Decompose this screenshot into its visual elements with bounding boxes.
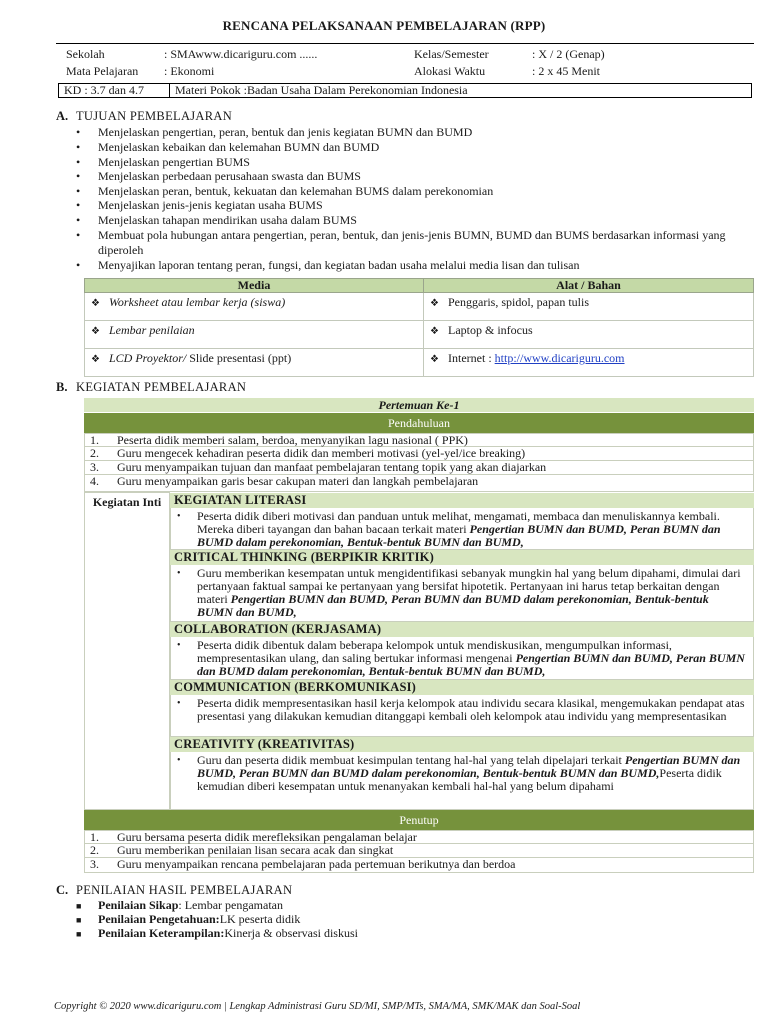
critical-thinking-heading: CRITICAL THINKING (BERPIKIR KRITIK)	[170, 550, 754, 565]
square-bullet-icon: ■	[76, 915, 82, 925]
literasi-heading: KEGIATAN LITERASI	[170, 493, 754, 508]
section-b-heading	[56, 381, 246, 394]
critical-thinking-body: • Guru memberikan kesempatan untuk mengidentifikasi sebanyak mungkin hal yang belum dipahami, dimulai dari pertanyaan faktual sampai ke pertanyaan yang bersifat hipotetik. Pertanyaan ini harus tetap berkaitan dengan materi Pengertian BUMN dan BUMD, Peran BUMN dan BUMD dalam perekonomian, Bentuk-bentuk BUMN dan BUMD,	[170, 565, 754, 622]
diamond-bullet-icon: ❖	[430, 354, 439, 365]
section-c-heading	[56, 884, 292, 897]
penutup-row: 3. Guru menyampaikan rencana pembelajaran pada pertemuan berikutnya dan berdoa	[84, 858, 754, 873]
penutup-row: 2. Guru memberikan penilaian lisan secara acak dan singkat	[84, 844, 754, 858]
communication-heading: COMMUNICATION (BERKOMUNIKASI)	[170, 680, 754, 695]
media-header: Media	[85, 279, 424, 293]
collaboration-body: • Peserta didik dibentuk dalam beberapa kelompok untuk mendiskusikan, mengumpulkan informasi, mempresentasikan ulang, dan saling bertukar informasi mengenai Pengertian BUMN dan BUMD, Peran BUMN dan BUMD dalam perekonomian, Bentuk-bentuk BUMN dan BUMD,	[170, 637, 754, 680]
pertemuan-band: Pertemuan Ke-1	[84, 398, 754, 412]
pendahuluan-row: 1. Peserta didik memberi salam, berdoa, menyanyikan lagu nasional ( PPK)	[84, 433, 754, 447]
kelas-label: Kelas/Semester	[414, 47, 489, 61]
alokasi-label: Alokasi Waktu	[414, 64, 486, 78]
dicariguru-link[interactable]: http://www.dicariguru.com	[494, 351, 625, 365]
penutup-band: Penutup	[84, 810, 754, 830]
mapel-label: Mata Pelajaran	[66, 64, 139, 78]
square-bullet-icon: ■	[76, 901, 82, 911]
header-row-mapel	[66, 65, 746, 80]
penilaian-item: ■ Penilaian Sikap: Lembar pengamatan	[76, 898, 283, 912]
objective-item: • Menyajikan laporan tentang peran, fungsi, dan kegiatan badan usaha melalui media lisan dan tulisan	[76, 258, 580, 272]
alokasi-value: : 2 x 45 Menit	[532, 64, 600, 78]
penilaian-item: ■ Penilaian Pengetahuan:LK peserta didik	[76, 912, 301, 926]
alat-cell: ❖ Penggaris, spidol, papan tulis	[424, 293, 754, 321]
section-b-letter: B.	[56, 380, 68, 394]
collaboration-heading: COLLABORATION (KERJASAMA)	[170, 622, 754, 637]
kd-text: KD : 3.7 dan 4.7	[64, 83, 144, 97]
materi-pokok: Materi Pokok :Badan Usaha Dalam Perekonomian Indonesia	[175, 83, 468, 97]
diamond-bullet-icon: ❖	[91, 298, 100, 309]
section-a-letter: A.	[56, 109, 69, 123]
objective-item: • Membuat pola hubungan antara pengertian, peran, bentuk, dan jenis-jenis BUMN, BUMD dan BUMS berdasarkan informasi yang diperoleh	[76, 228, 726, 257]
pendahuluan-row: 3. Guru menyampaikan tujuan dan manfaat pembelajaran tentang topik yang akan diajarkan	[84, 461, 754, 475]
square-bullet-icon: ■	[76, 929, 82, 939]
objective-item: • Menjelaskan pengertian BUMS	[76, 155, 250, 169]
kegiatan-inti-label: Kegiatan Inti	[84, 492, 170, 810]
alat-header: Alat / Bahan	[424, 279, 754, 293]
communication-body: • Peserta didik mempresentasikan hasil kerja kelompok atau individu secara klasikal, mengemukakan pendapat atas presentasi yang dilakukan kemudian ditanggapi kembali oleh kelompok atau individu yang mempresentasikan	[170, 695, 754, 737]
diamond-bullet-icon: ❖	[430, 326, 439, 337]
document-title: RENCANA PELAKSANAAN PEMBELAJARAN (RPP)	[222, 18, 546, 33]
penutup-row: 1. Guru bersama peserta didik merefleksikan pengalaman belajar	[84, 830, 754, 844]
kd-divider	[169, 84, 170, 97]
penilaian-item: ■ Penilaian Keterampilan:Kinerja & observasi diskusi	[76, 926, 358, 940]
creativity-heading: CREATIVITY (KREATIVITAS)	[170, 737, 754, 752]
media-cell: ❖ Lembar penilaian	[85, 321, 424, 349]
diamond-bullet-icon: ❖	[91, 326, 100, 337]
objective-item: • Menjelaskan pengertian, peran, bentuk dan jenis kegiatan BUMN dan BUMD	[76, 125, 473, 139]
section-a-heading	[56, 110, 232, 123]
sekolah-value: : SMAwww.dicariguru.com ......	[164, 47, 318, 61]
header-row-sekolah	[66, 48, 746, 63]
copyright-footer: Copyright © 2020 www.dicariguru.com | Lengkap Administrasi Guru SD/MI, SMP/MTs, SMA/MA, SMK/MAK dan Soal-Soal	[54, 1001, 581, 1012]
pendahuluan-row: 2. Guru mengecek kehadiran peserta didik dan memberi motivasi (yel-yel/ice breaking)	[84, 447, 754, 461]
media-table	[84, 278, 754, 377]
pendahuluan-band: Pendahuluan	[84, 413, 754, 433]
objective-item: • Menjelaskan tahapan mendirikan usaha dalam BUMS	[76, 213, 357, 227]
media-cell: ❖ LCD Proyektor/ Slide presentasi (ppt)	[85, 349, 424, 377]
sekolah-label: Sekolah	[66, 47, 105, 61]
alat-cell: ❖ Internet : http://www.dicariguru.com	[424, 349, 754, 377]
media-cell: ❖ Worksheet atau lembar kerja (siswa)	[85, 293, 424, 321]
section-c-title: PENILAIAN HASIL PEMBELAJARAN	[76, 883, 293, 897]
diamond-bullet-icon: ❖	[91, 354, 100, 365]
kelas-value: : X / 2 (Genap)	[532, 47, 605, 61]
section-a-title: TUJUAN PEMBELAJARAN	[76, 109, 233, 123]
section-c-letter: C.	[56, 883, 69, 897]
objective-item: • Menjelaskan perbedaan perusahaan swasta dan BUMS	[76, 169, 361, 183]
creativity-body: • Guru dan peserta didik membuat kesimpulan tentang hal-hal yang telah dipelajari terkait Pengertian BUMN dan BUMD, Peran BUMN dan BUMD dalam perekonomian, Bentuk-bentuk BUMN dan BUMD,Peserta didik kemudian diberi kesempatan untuk menanyakan kembali hal-hal yang belum dipahami	[170, 752, 754, 810]
objective-item: • Menjelaskan peran, bentuk, kekuatan dan kelemahan BUMS dalam perekonomian	[76, 184, 494, 198]
pendahuluan-row: 4. Guru menyampaikan garis besar cakupan materi dan langkah pembelajaran	[84, 475, 754, 492]
section-b-title: KEGIATAN PEMBELAJARAN	[76, 380, 247, 394]
alat-cell: ❖ Laptop & infocus	[424, 321, 754, 349]
kd-materi-box	[58, 83, 752, 98]
literasi-body: • Peserta didik diberi motivasi dan panduan untuk melihat, mengamati, membaca dan menuliskannya kembali. Mereka diberi tayangan dan bahan bacaan terkait materi Pengertian BUMN dan BUMD, Peran BUMN dan BUMD dalam perekonomian, Bentuk-bentuk BUMN dan BUMD,	[170, 508, 754, 550]
header-top-rule	[56, 43, 754, 44]
diamond-bullet-icon: ❖	[430, 298, 439, 309]
objective-item: • Menjelaskan kebaikan dan kelemahan BUMN dan BUMD	[76, 140, 380, 154]
mapel-value: : Ekonomi	[164, 64, 215, 78]
objective-item: • Menjelaskan jenis-jenis kegiatan usaha BUMS	[76, 198, 323, 212]
